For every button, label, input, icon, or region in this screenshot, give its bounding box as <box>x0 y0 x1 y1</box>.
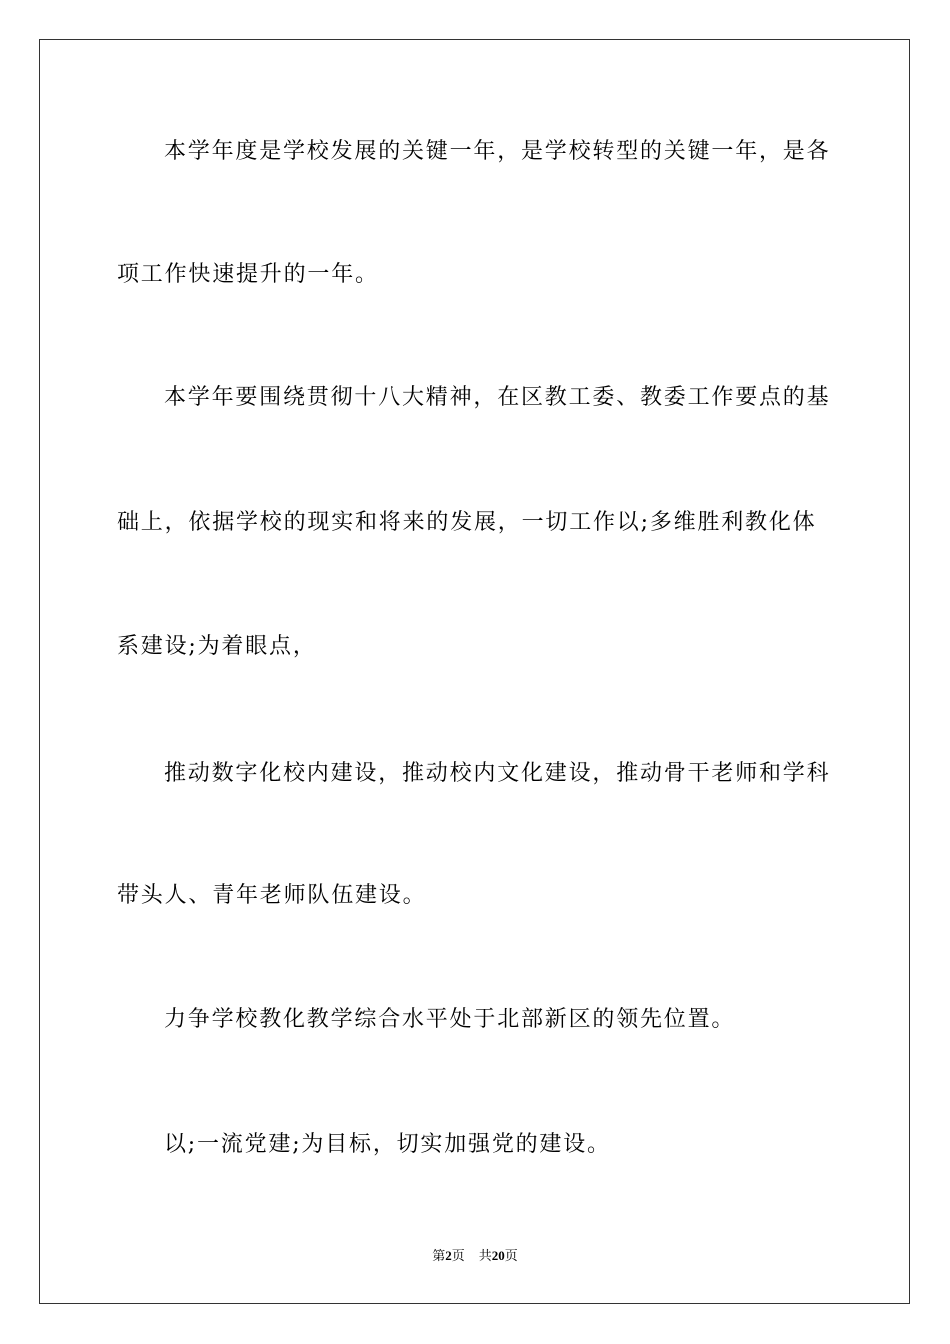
footer-total-prefix: 共 <box>478 1249 492 1264</box>
footer-total-pages: 20 <box>491 1248 505 1263</box>
footer-page-number: 2 <box>445 1248 452 1263</box>
footer-page-prefix: 第 <box>432 1249 446 1264</box>
footer-total-suffix: 页 <box>504 1249 518 1264</box>
paragraph-1-line-1: 本学年度是学校发展的关键一年，是学校转型的关键一年，是各 <box>164 139 831 164</box>
paragraph-2-line-1: 本学年要围绕贯彻十八大精神，在区教工委、教委工作要点的基 <box>164 385 831 410</box>
paragraph-2-line-2: 础上，依据学校的现实和将来的发展，一切工作以;多维胜利教化体 <box>117 510 817 535</box>
page-footer <box>0 1248 950 1265</box>
page-border <box>39 39 910 1304</box>
paragraph-3-line-1: 推动数字化校内建设，推动校内文化建设，推动骨干老师和学科 <box>164 761 831 786</box>
paragraph-4-line-1: 力争学校教化教学综合水平处于北部新区的领先位置。 <box>164 1007 736 1032</box>
paragraph-3-line-2: 带头人、青年老师队伍建设。 <box>117 883 427 908</box>
paragraph-5-line-1: 以;一流党建;为目标，切实加强党的建设。 <box>164 1132 611 1157</box>
paragraph-1-line-2: 项工作快速提升的一年。 <box>117 262 379 287</box>
paragraph-2-line-3: 系建设;为着眼点， <box>117 634 317 659</box>
footer-page-suffix: 页 <box>451 1249 465 1264</box>
